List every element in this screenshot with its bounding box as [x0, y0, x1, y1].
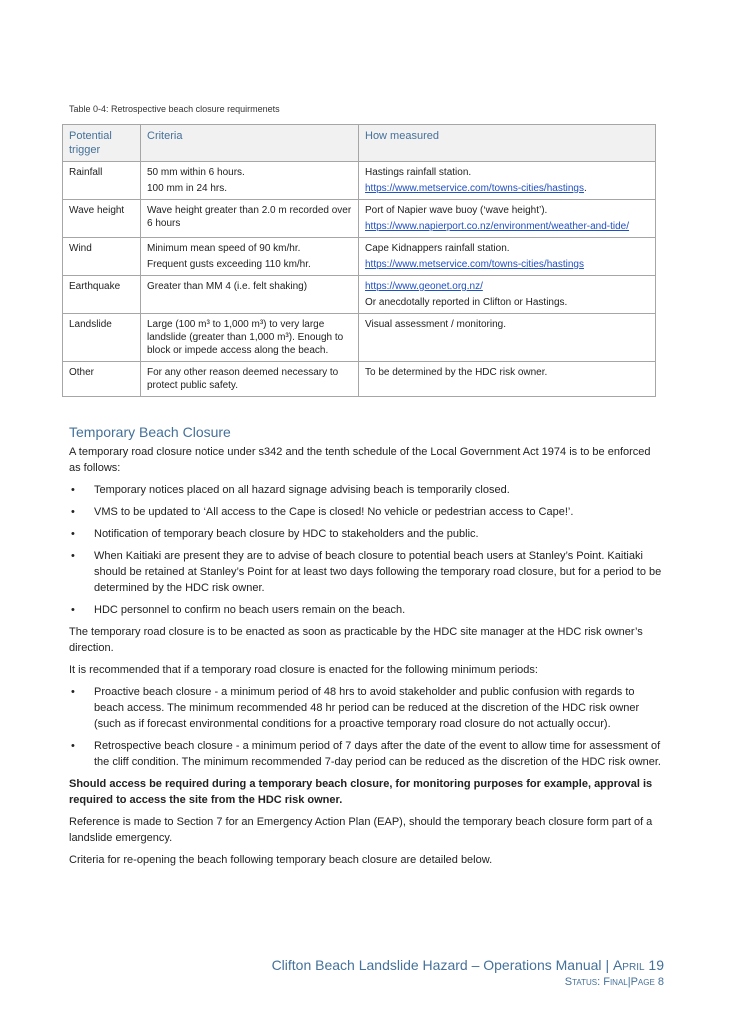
table-row	[63, 238, 656, 276]
enactment-paragraph: The temporary road closure is to be enacted as soon as practicable by the HDC site manager at the HDC risk owner’s direction.	[69, 626, 643, 654]
temporary-beach-closure-section	[69, 424, 664, 874]
criteria-line: For any other reason deemed necessary to protect public safety.	[147, 367, 339, 391]
closure-actions-list	[69, 482, 664, 618]
link-suffix: .	[583, 183, 587, 194]
list-item-text: Temporary notices placed on all hazard signage advising beach is temporarily closed.	[94, 484, 510, 496]
access-approval-paragraph: Should access be required during a temporary beach closure, for monitoring purposes for example, approval is required to access the site from the HDC risk owner.	[69, 778, 653, 806]
measurement-text: To be determined by the HDC risk owner.	[365, 367, 548, 378]
eap-reference-paragraph: Reference is made to Section 7 for an Emergency Action Plan (EAP), should the temporary beach closure form part of a landslide emergency.	[69, 816, 653, 844]
how-measured-cell	[359, 238, 656, 276]
trigger-cell: Other	[63, 362, 141, 397]
measurement-link[interactable]: https://www.metservice.com/towns-cities/hastings	[365, 259, 584, 270]
table-row	[63, 162, 656, 200]
measured-line	[365, 318, 649, 331]
how-measured-cell	[359, 362, 656, 397]
footer-status-line	[272, 974, 664, 990]
bullet-glyph: •	[71, 550, 75, 562]
criteria-cell	[141, 162, 359, 200]
measurement-text: Port of Napier wave buoy (‘wave height’).	[365, 205, 548, 216]
page-footer	[272, 956, 664, 990]
how-measured-cell	[359, 314, 656, 362]
how-measured-cell	[359, 276, 656, 314]
measurement-link[interactable]: https://www.metservice.com/towns-cities/hastings	[365, 183, 584, 194]
footer-page-number: Page 8	[630, 976, 664, 988]
table-body	[63, 162, 656, 397]
measured-line	[365, 220, 649, 233]
header-potential-trigger: Potential trigger	[63, 125, 141, 162]
footer-date: April 19	[612, 957, 664, 973]
measurement-link[interactable]: https://www.geonet.org.nz/	[365, 281, 483, 292]
list-item-text: HDC personnel to confirm no beach users remain on the beach.	[94, 604, 406, 616]
trigger-cell: Wave height	[63, 200, 141, 238]
measurement-text: Or anecdotally reported in Clifton or Hastings.	[365, 297, 568, 308]
bullet-glyph: •	[71, 604, 75, 616]
measured-line	[365, 204, 649, 217]
section-heading: Temporary Beach Closure	[69, 424, 231, 440]
table-caption: Table 0-4: Retrospective beach closure requirmenets	[69, 104, 280, 114]
criteria-cell	[141, 314, 359, 362]
list-item	[69, 738, 664, 770]
table-row	[63, 314, 656, 362]
measured-line	[365, 182, 649, 195]
reopening-paragraph: Criteria for re-opening the beach following temporary beach closure are detailed below.	[69, 854, 493, 866]
list-item	[69, 482, 664, 498]
footer-status: Status: Final	[564, 976, 628, 988]
minimum-periods-list	[69, 684, 664, 770]
how-measured-cell	[359, 162, 656, 200]
list-item-text: Notification of temporary beach closure by HDC to stakeholders and the public.	[94, 528, 479, 540]
table-row	[63, 200, 656, 238]
measurement-text: Hastings rainfall station.	[365, 167, 472, 178]
criteria-cell	[141, 200, 359, 238]
header-how-measured: How measured	[359, 125, 656, 162]
bullet-glyph: •	[71, 740, 75, 752]
measured-line	[365, 166, 649, 179]
intro-paragraph: A temporary road closure notice under s342 and the tenth schedule of the Local Government Act 1974 is to be enforced as follows:	[69, 446, 651, 474]
list-item	[69, 602, 664, 618]
list-item-text: VMS to be updated to ‘All access to the Cape is closed! No vehicle or pedestrian access to Cape!’.	[94, 506, 574, 518]
list-item	[69, 526, 664, 542]
list-item-text: When Kaitiaki are present they are to advise of beach closure to potential beach users at Stanley’s Point. Kaitiaki should be retained at Stanley’s Point for at least two days following the temporary road closure, but for a period to be determined by the HDC risk owner.	[94, 550, 662, 594]
trigger-cell: Wind	[63, 238, 141, 276]
list-item-text: Proactive beach closure - a minimum period of 48 hrs to avoid stakeholder and public confusion with regards to beach access. The minimum recommended 48 hr period can be reduced at the discretion of the HDC risk owner (such as if forecast environmental conditions for a proactive temporary road closure do not actually occur).	[94, 686, 640, 730]
bullet-glyph: •	[71, 506, 75, 518]
criteria-cell	[141, 276, 359, 314]
list-item	[69, 548, 664, 596]
measurement-text: Visual assessment / monitoring.	[365, 319, 506, 330]
criteria-cell	[141, 362, 359, 397]
list-item	[69, 684, 664, 732]
table-header-row	[63, 125, 656, 162]
measurement-link[interactable]: https://www.napierport.co.nz/environment/weather-and-tide/	[365, 221, 630, 232]
bullet-glyph: •	[71, 686, 75, 698]
periods-paragraph: It is recommended that if a temporary road closure is enacted for the following minimum periods:	[69, 664, 538, 676]
footer-title-line	[272, 956, 664, 974]
footer-document-title: Clifton Beach Landslide Hazard – Operations Manual	[271, 957, 602, 973]
criteria-line: Wave height greater than 2.0 m recorded over 6 hours	[147, 205, 352, 229]
criteria-line: 50 mm within 6 hours.	[147, 167, 245, 178]
measured-line	[365, 296, 649, 309]
criteria-line: Frequent gusts exceeding 110 km/hr.	[147, 259, 311, 270]
table-row	[63, 276, 656, 314]
trigger-cell: Earthquake	[63, 276, 141, 314]
criteria-line: Minimum mean speed of 90 km/hr.	[147, 243, 301, 254]
trigger-cell: Rainfall	[63, 162, 141, 200]
measured-line	[365, 366, 649, 379]
measurement-text: Cape Kidnappers rainfall station.	[365, 243, 510, 254]
footer-separator: |	[605, 957, 610, 973]
measured-line	[365, 242, 649, 255]
measured-line	[365, 280, 649, 293]
criteria-line: 100 mm in 24 hrs.	[147, 183, 228, 194]
table-row	[63, 362, 656, 397]
trigger-cell: Landslide	[63, 314, 141, 362]
bullet-glyph: •	[71, 528, 75, 540]
header-criteria: Criteria	[141, 125, 359, 162]
bullet-glyph: •	[71, 484, 75, 496]
closure-requirements-table	[62, 124, 656, 397]
criteria-line: Greater than MM 4 (i.e. felt shaking)	[147, 281, 308, 292]
list-item-text: Retrospective beach closure - a minimum period of 7 days after the date of the event to allow time for assessment of the cliff condition. The minimum recommended 7-day period can be reduced as the discretion of the HDC risk owner.	[94, 740, 661, 768]
measured-line	[365, 258, 649, 271]
list-item	[69, 504, 664, 520]
criteria-line: Large (100 m³ to 1,000 m³) to very large landslide (greater than 1,000 m³). Enough to block or impede access along the beach.	[147, 319, 344, 356]
how-measured-cell	[359, 200, 656, 238]
criteria-cell	[141, 238, 359, 276]
footer-separator-2: |	[627, 976, 631, 988]
